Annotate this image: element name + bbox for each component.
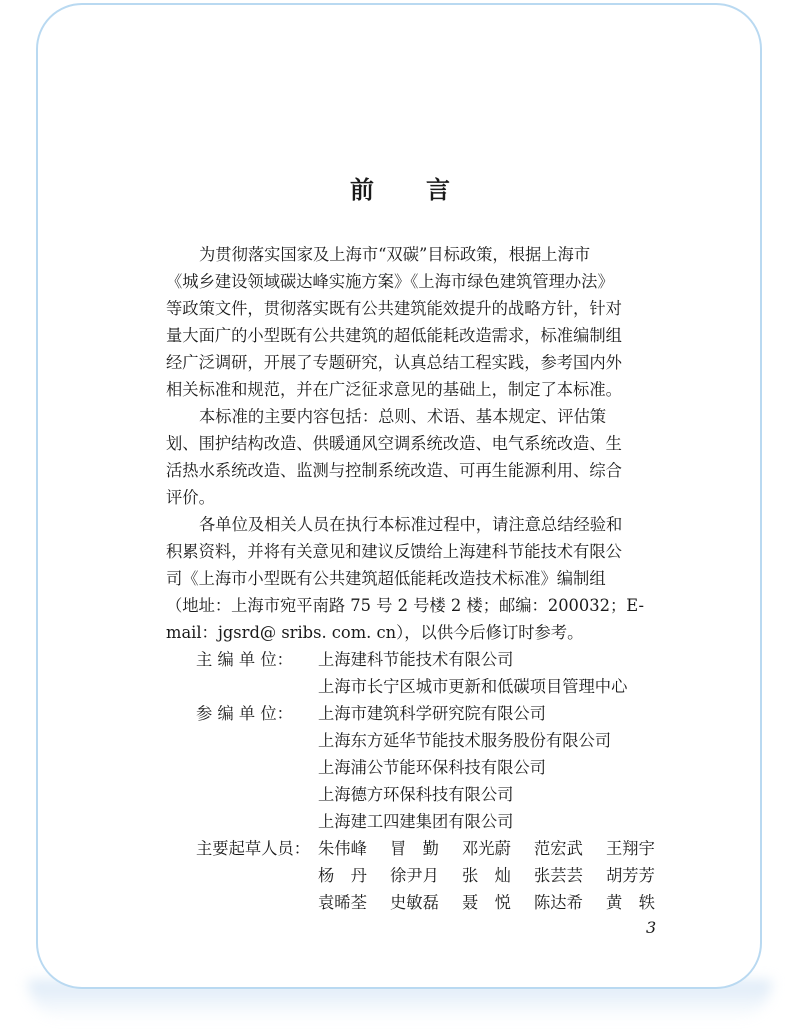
paragraph-line: 相关标准和规范，并在广泛征求意见的基础上，制定了本标准。 <box>166 380 622 399</box>
paragraph-line: 积累资料，并将有关意见和建议反馈给上海建科节能技术有限公 <box>166 542 622 561</box>
page-number: 3 <box>646 918 657 937</box>
chief-unit-label: 主 编 单 位： <box>196 650 293 669</box>
chief-unit-name: 上海市长宁区城市更新和低碳项目管理中心 <box>318 677 628 696</box>
participating-unit-label: 参 编 单 位： <box>196 704 293 723</box>
participating-unit-row <box>196 727 676 754</box>
title-char-left: 前 <box>350 175 374 204</box>
participating-unit-row <box>196 700 676 727</box>
paragraph-line: 为贯彻落实国家及上海市“双碳”目标政策，根据上海市 <box>199 245 591 264</box>
drafter-name: 张 灿 <box>462 866 511 885</box>
participating-unit-name: 上海浦公节能环保科技有限公司 <box>318 758 546 777</box>
paragraph-line: 本标准的主要内容包括：总则、术语、基本规定、评估策 <box>199 407 607 426</box>
chief-unit-row <box>196 646 676 673</box>
paragraph-line: （地址：上海市宛平南路 75 号 2 号楼 2 楼；邮编：200032；E- <box>166 596 644 615</box>
paragraph-line: 量大面广的小型既有公共建筑的超低能耗改造需求，标准编制组 <box>166 326 622 345</box>
drafter-name: 陈达希 <box>534 893 583 912</box>
drafter-name: 杨 丹 <box>318 866 367 885</box>
chief-unit-row <box>196 673 676 700</box>
paragraph-3 <box>166 511 666 646</box>
paragraph-1 <box>166 241 666 403</box>
page-title <box>0 170 800 205</box>
participating-unit-name: 上海东方延华节能技术服务股份有限公司 <box>318 731 612 750</box>
drafter-name: 徐尹月 <box>390 866 439 885</box>
participating-unit-name: 上海建工四建集团有限公司 <box>318 812 514 831</box>
participating-unit-row <box>196 808 676 835</box>
drafter-name: 冒 勤 <box>390 839 439 858</box>
chief-unit-name: 上海建科节能技术有限公司 <box>318 650 514 669</box>
contributors-list <box>196 646 676 916</box>
paragraph-line: 各单位及相关人员在执行本标准过程中，请注意总结经验和 <box>199 515 623 534</box>
drafter-name: 胡芳芳 <box>606 866 655 885</box>
participating-unit-name: 上海德方环保科技有限公司 <box>318 785 514 804</box>
paragraph-line: 《城乡建设领域碳达峰实施方案》《上海市绿色建筑管理办法》 <box>166 272 614 291</box>
paragraph-line: mail：jgsrd@ sribs. com. cn），以供今后修订时参考。 <box>166 623 584 642</box>
drafter-name: 黄 轶 <box>606 893 655 912</box>
participating-unit-row <box>196 754 676 781</box>
drafter-name: 邓光蔚 <box>462 839 511 858</box>
paragraph-line: 司《上海市小型既有公共建筑超低能耗改造技术标准》编制组 <box>166 569 606 588</box>
drafter-name: 张芸芸 <box>534 866 583 885</box>
drafters-row <box>196 889 676 916</box>
drafter-name: 史敏磊 <box>390 893 439 912</box>
paragraph-line: 划、围护结构改造、供暖通风空调系统改造、电气系统改造、生 <box>166 434 622 453</box>
participating-unit-name: 上海市建筑科学研究院有限公司 <box>318 704 546 723</box>
drafters-label: 主要起草人员： <box>196 839 310 858</box>
drafter-name: 王翔宇 <box>606 839 655 858</box>
drafter-name: 范宏武 <box>534 839 583 858</box>
title-char-right: 言 <box>426 175 450 204</box>
paragraph-2 <box>166 403 666 511</box>
drafters-row <box>196 835 676 862</box>
preface-body <box>166 241 666 646</box>
drafters-row <box>196 862 676 889</box>
drafter-name: 聂 悦 <box>462 893 511 912</box>
participating-unit-row <box>196 781 676 808</box>
drafter-name: 朱伟峰 <box>318 839 367 858</box>
drafter-name: 袁晞荃 <box>318 893 367 912</box>
paragraph-line: 评价。 <box>166 488 215 507</box>
paragraph-line: 经广泛调研，开展了专题研究，认真总结工程实践，参考国内外 <box>166 353 622 372</box>
paragraph-line: 等政策文件，贯彻落实既有公共建筑能效提升的战略方针，针对 <box>166 299 622 318</box>
paragraph-line: 活热水系统改造、监测与控制系统改造、可再生能源利用、综合 <box>166 461 622 480</box>
